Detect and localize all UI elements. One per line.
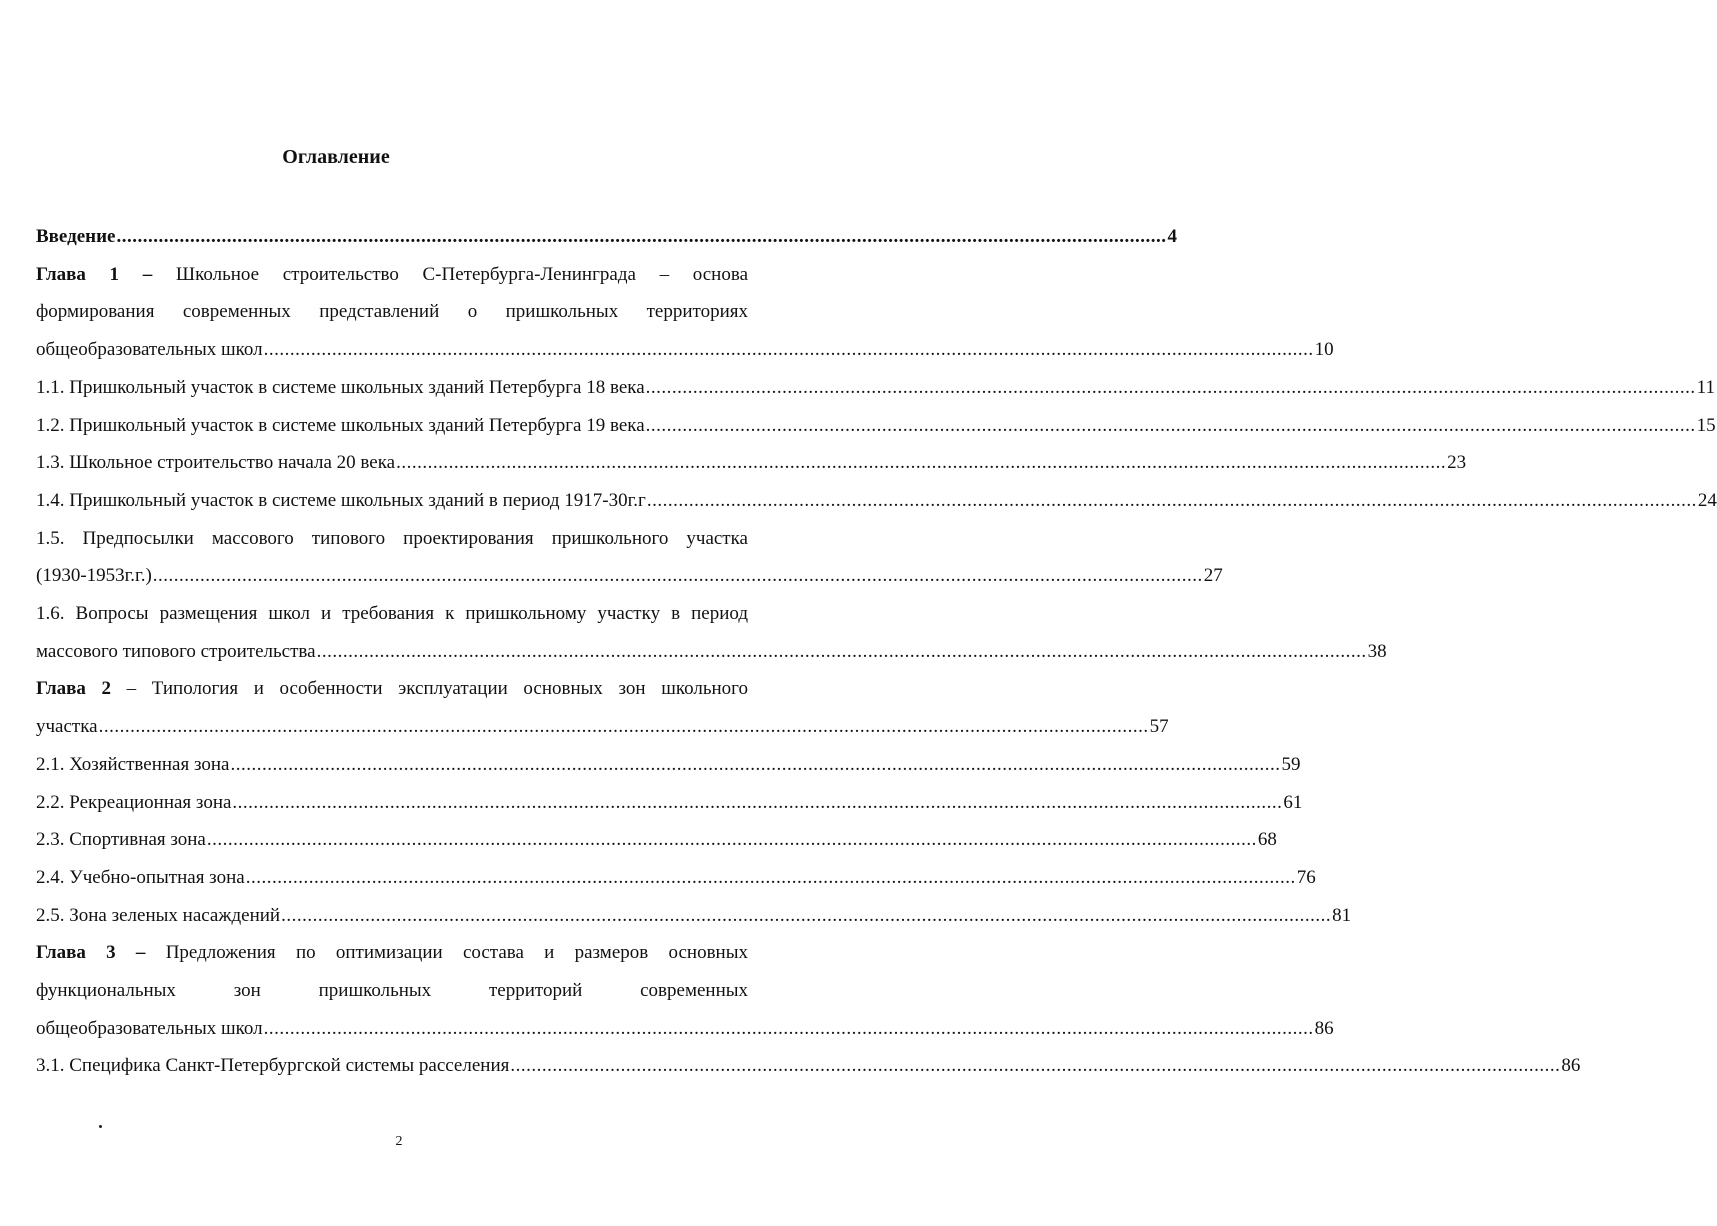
toc-page-number: 23 [1447,452,1467,474]
toc-page-number: 27 [1203,565,1223,587]
toc-entry-title-line: 1.6. Вопросы размещения школ и требования к пришкольному участку в период [36,603,748,625]
chapter-title-line: участка [36,716,98,738]
dot-leader: ........................................................................................................................................................................................................ [645,414,1696,436]
toc-entry-title: 2.2. Рекреационная зона [36,791,232,813]
chapter-lead: Глава 3 – [36,942,146,964]
chapter-lead: Глава 2 [36,678,111,700]
toc-entry-title-line: массового типового строительства [36,640,316,662]
table-of-contents [36,218,1717,1085]
chapter-title-line: Предложения по оптимизации состава и размеров основных [165,942,748,964]
toc-entry-title: 2.5. Зона зеленых насаждений [36,904,281,926]
toc-page-number: 11 [1696,376,1715,398]
toc-page-number: 10 [1314,339,1334,361]
toc-page-number: 38 [1367,640,1387,662]
chapter-title-line: – Типология и особенности эксплуатации основных зон школьного [126,678,748,700]
dot-leader: ........................................................................................................................................................................................................ [281,904,1332,926]
toc-entry-2-1 [36,746,1301,784]
toc-page-number: 57 [1149,716,1169,738]
chapter-title-line: общеобразовательных школ [36,339,263,361]
dot-leader: ........................................................................................................................................................................................................ [263,339,1314,361]
toc-entry-2-3 [36,821,1277,859]
toc-page-number: 15 [1696,414,1716,436]
chapter-title-line: формирования современных представлений о пришкольных территориях [36,301,748,323]
toc-entry-title: 2.3. Спортивная зона [36,829,206,851]
dot-leader: ........................................................................................................................................................................................................ [232,791,1283,813]
dot-leader: ........................................................................................................................................................................................................ [116,226,1167,247]
toc-page-number: 59 [1281,753,1301,775]
dot-leader: ........................................................................................................................................................................................................ [230,753,1281,775]
dot-leader: ........................................................................................................................................................................................................ [152,565,1203,587]
dot-leader: ........................................................................................................................................................................................................ [396,452,1447,474]
toc-entry-chapter-3 [36,934,1334,1047]
dot-leader: ........................................................................................................................................................................................................ [245,866,1296,888]
chapter-title-line: функциональных зон пришкольных территорий современных [36,980,748,1002]
toc-page-number: 76 [1296,866,1316,888]
toc-page-number: 68 [1257,829,1277,851]
toc-entry-title: 1.2. Пришкольный участок в системе школьных зданий Петербурга 19 века [36,414,645,436]
toc-page-number: 81 [1332,904,1352,926]
toc-entry-title: 3.1. Специфика Санкт-Петербургской системы расселения [36,1055,510,1077]
toc-entry-title: 1.1. Пришкольный участок в системе школьных зданий Петербурга 18 века [36,376,645,398]
toc-entry-1-6 [36,595,1387,670]
dot-leader: ........................................................................................................................................................................................................ [510,1055,1561,1077]
toc-entry-intro [36,218,1177,256]
toc-entry-title-line: (1930-1953г.г.) [36,565,152,587]
toc-entry-1-5 [36,520,1223,595]
toc-entry-title: 1.4. Пришкольный участок в системе школьных зданий в период 1917-30г.г [36,489,646,511]
toc-entry-2-5 [36,897,1352,935]
toc-entry-1-1 [36,369,1715,407]
toc-entry-title: 2.1. Хозяйственная зона [36,753,230,775]
toc-entry-chapter-2 [36,670,1169,745]
dot-leader: ........................................................................................................................................................................................................ [645,376,1696,398]
chapter-title-line: общеобразовательных школ [36,1017,263,1039]
toc-page-number: 24 [1697,489,1717,511]
dot-leader: ........................................................................................................................................................................................................ [206,829,1257,851]
toc-entry-chapter-1 [36,256,1334,369]
toc-page-number: 61 [1283,791,1303,813]
toc-entry-2-4 [36,859,1316,897]
dot-leader: ........................................................................................................................................................................................................ [646,489,1697,511]
toc-entry-2-2 [36,784,1303,822]
dot-leader: ........................................................................................................................................................................................................ [263,1017,1314,1039]
toc-entry-1-3 [36,444,1467,482]
page-number: 2 [395,1134,403,1149]
toc-entry-title: Введение [36,226,116,247]
toc-entry-1-4 [36,482,1717,520]
scan-speck [99,1125,102,1128]
toc-entry-title: 1.3. Школьное строительство начала 20 века [36,452,396,474]
toc-page-number: 86 [1314,1017,1334,1039]
chapter-title-line: Школьное строительство С-Петербурга-Ленинграда – основа [175,263,748,285]
toc-entry-1-2 [36,407,1716,445]
chapter-lead: Глава 1 – [36,263,153,285]
toc-page-number: 4 [1167,226,1177,247]
dot-leader: ........................................................................................................................................................................................................ [98,716,1149,738]
toc-page-number: 86 [1561,1055,1581,1077]
dot-leader: ........................................................................................................................................................................................................ [316,640,1367,662]
page-title: Оглавление [282,146,390,168]
toc-entry-title-line: 1.5. Предпосылки массового типового проектирования пришкольного участка [36,527,748,549]
toc-entry-3-1 [36,1047,1581,1085]
toc-entry-title: 2.4. Учебно-опытная зона [36,866,245,888]
